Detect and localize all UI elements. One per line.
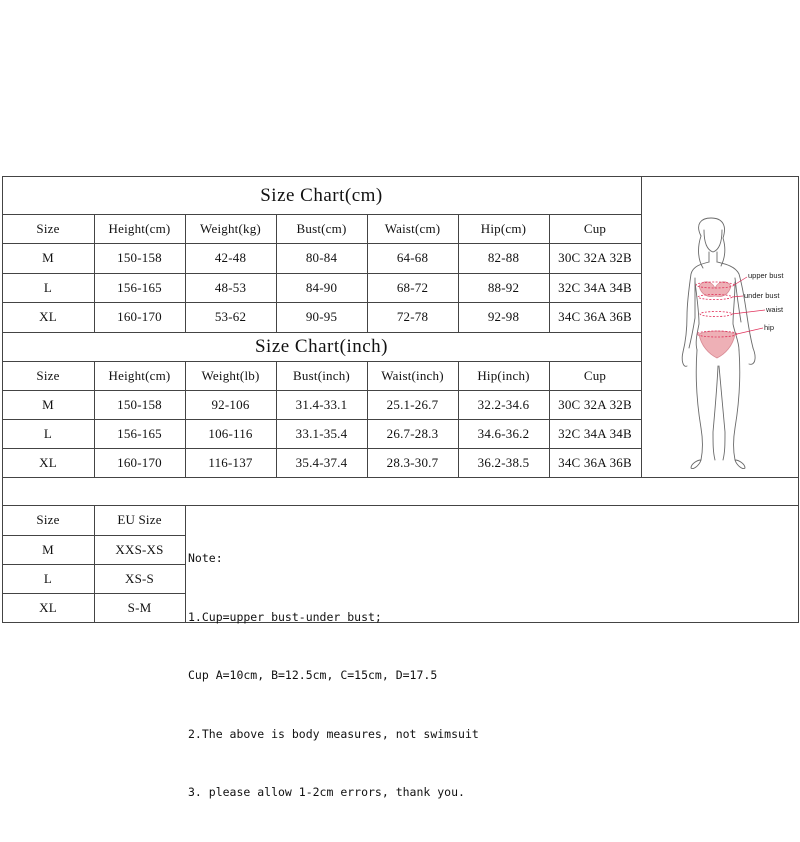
table-cell: M [42,541,54,557]
table-cell: XL [39,454,57,470]
table-cell: 48-53 [214,279,247,295]
table-cell: XL [39,599,57,615]
table-cell: 106-116 [208,425,253,441]
table-cell: 150-158 [117,250,162,265]
table-cell: 33.1-35.4 [295,425,348,441]
label-upper-bust: upper bust [748,271,784,280]
table-cell: 32C 34A 34B [558,279,632,295]
inch-header-cup: Cup [583,367,607,383]
inch-header-waist: Waist(inch) [381,367,444,383]
inch-header-weight: Weight(lb) [201,367,260,383]
note-line: 3. please allow 1-2cm errors, thank you. [188,785,465,799]
inch-header-hip: Hip(inch) [477,367,530,383]
table-cell: M [42,396,54,412]
table-cell: L [43,570,53,586]
cm-header-waist: Waist(cm) [384,220,441,236]
table-cell: 160-170 [117,309,162,324]
table-cell: 30C 32A 32B [558,250,632,265]
table-cell: 156-165 [117,279,162,295]
label-hip: hip [764,323,775,332]
cm-header-bust: Bust(cm) [296,220,347,236]
table-cell: 90-95 [305,309,338,324]
body-measurement-figure [643,178,798,475]
cm-header-height: Height(cm) [108,220,171,236]
table-cell: 32.2-34.6 [477,396,530,412]
table-cell: 30C 32A 32B [558,396,632,412]
table-cell: 26.7-28.3 [386,425,439,441]
table-cell: 92-106 [211,396,250,412]
divider [2,477,799,478]
note-line: Cup A=10cm, B=12.5cm, C=15cm, D=17.5 [188,668,438,682]
table-cell: 28.3-30.7 [386,454,439,470]
inch-header-height: Height(cm) [108,367,171,383]
table-cell: 80-84 [305,250,338,265]
cm-header-cup: Cup [583,220,607,236]
note-line: 2.The above is body measures, not swimsuit [188,726,479,741]
table-cell: 84-90 [305,279,338,295]
column-line [185,505,186,622]
notes-block [188,510,638,842]
cm-table-title: Size Chart(cm) [260,185,383,206]
table-cell: 68-72 [396,279,429,295]
inch-table-title: Size Chart(inch) [254,336,389,357]
label-waist: waist [766,305,784,314]
waist-measure [700,312,732,317]
table-cell: 116-137 [208,454,253,470]
table-cell: XL [39,309,57,324]
border-top [2,176,799,177]
table-cell: 35.4-37.4 [295,454,348,470]
eu-header-eu-size: EU Size [117,512,162,527]
eu-header-size: Size [36,512,60,527]
table-cell: 36.2-38.5 [477,454,530,470]
inch-header-bust: Bust(inch) [293,367,350,383]
table-cell: 34C 36A 36B [558,309,632,324]
swimsuit-top [699,282,731,297]
cm-header-size: Size [36,220,60,236]
table-cell: L [43,279,53,295]
table-cell: 42-48 [214,250,247,265]
table-cell: 53-62 [214,309,247,324]
notes-heading: Note: [188,551,223,565]
table-cell: 92-98 [487,309,520,324]
table-cell: XS-S [125,570,154,586]
table-cell: 34.6-36.2 [477,425,530,441]
inch-header-size: Size [36,367,60,383]
table-cell: M [42,250,54,265]
table-cell: 156-165 [117,425,162,441]
table-cell: 25.1-26.7 [386,396,439,412]
table-cell: L [43,425,53,441]
woman-sketch-illustration [643,178,798,475]
table-cell: 160-170 [117,454,162,470]
table-cell: 31.4-33.1 [295,396,348,412]
table-cell: S-M [127,599,152,615]
figure-divider [641,176,642,478]
table-cell: 150-158 [117,396,162,412]
table-cell: 72-78 [396,309,429,324]
table-cell: 64-68 [396,250,429,265]
table-cell: XXS-XS [115,541,164,557]
border-right [798,176,799,623]
swimsuit-bottom [699,331,735,358]
label-under-bust: under bust [744,291,780,300]
table-cell: 88-92 [487,279,520,295]
cm-header-weight: Weight(kg) [200,220,261,236]
table-cell: 34C 36A 36B [558,454,632,470]
note-line: 1.Cup=upper bust-under bust; [188,609,382,624]
table-cell: 82-88 [487,250,520,265]
table-cell: 32C 34A 34B [558,425,632,441]
cm-header-hip: Hip(cm) [480,220,527,236]
